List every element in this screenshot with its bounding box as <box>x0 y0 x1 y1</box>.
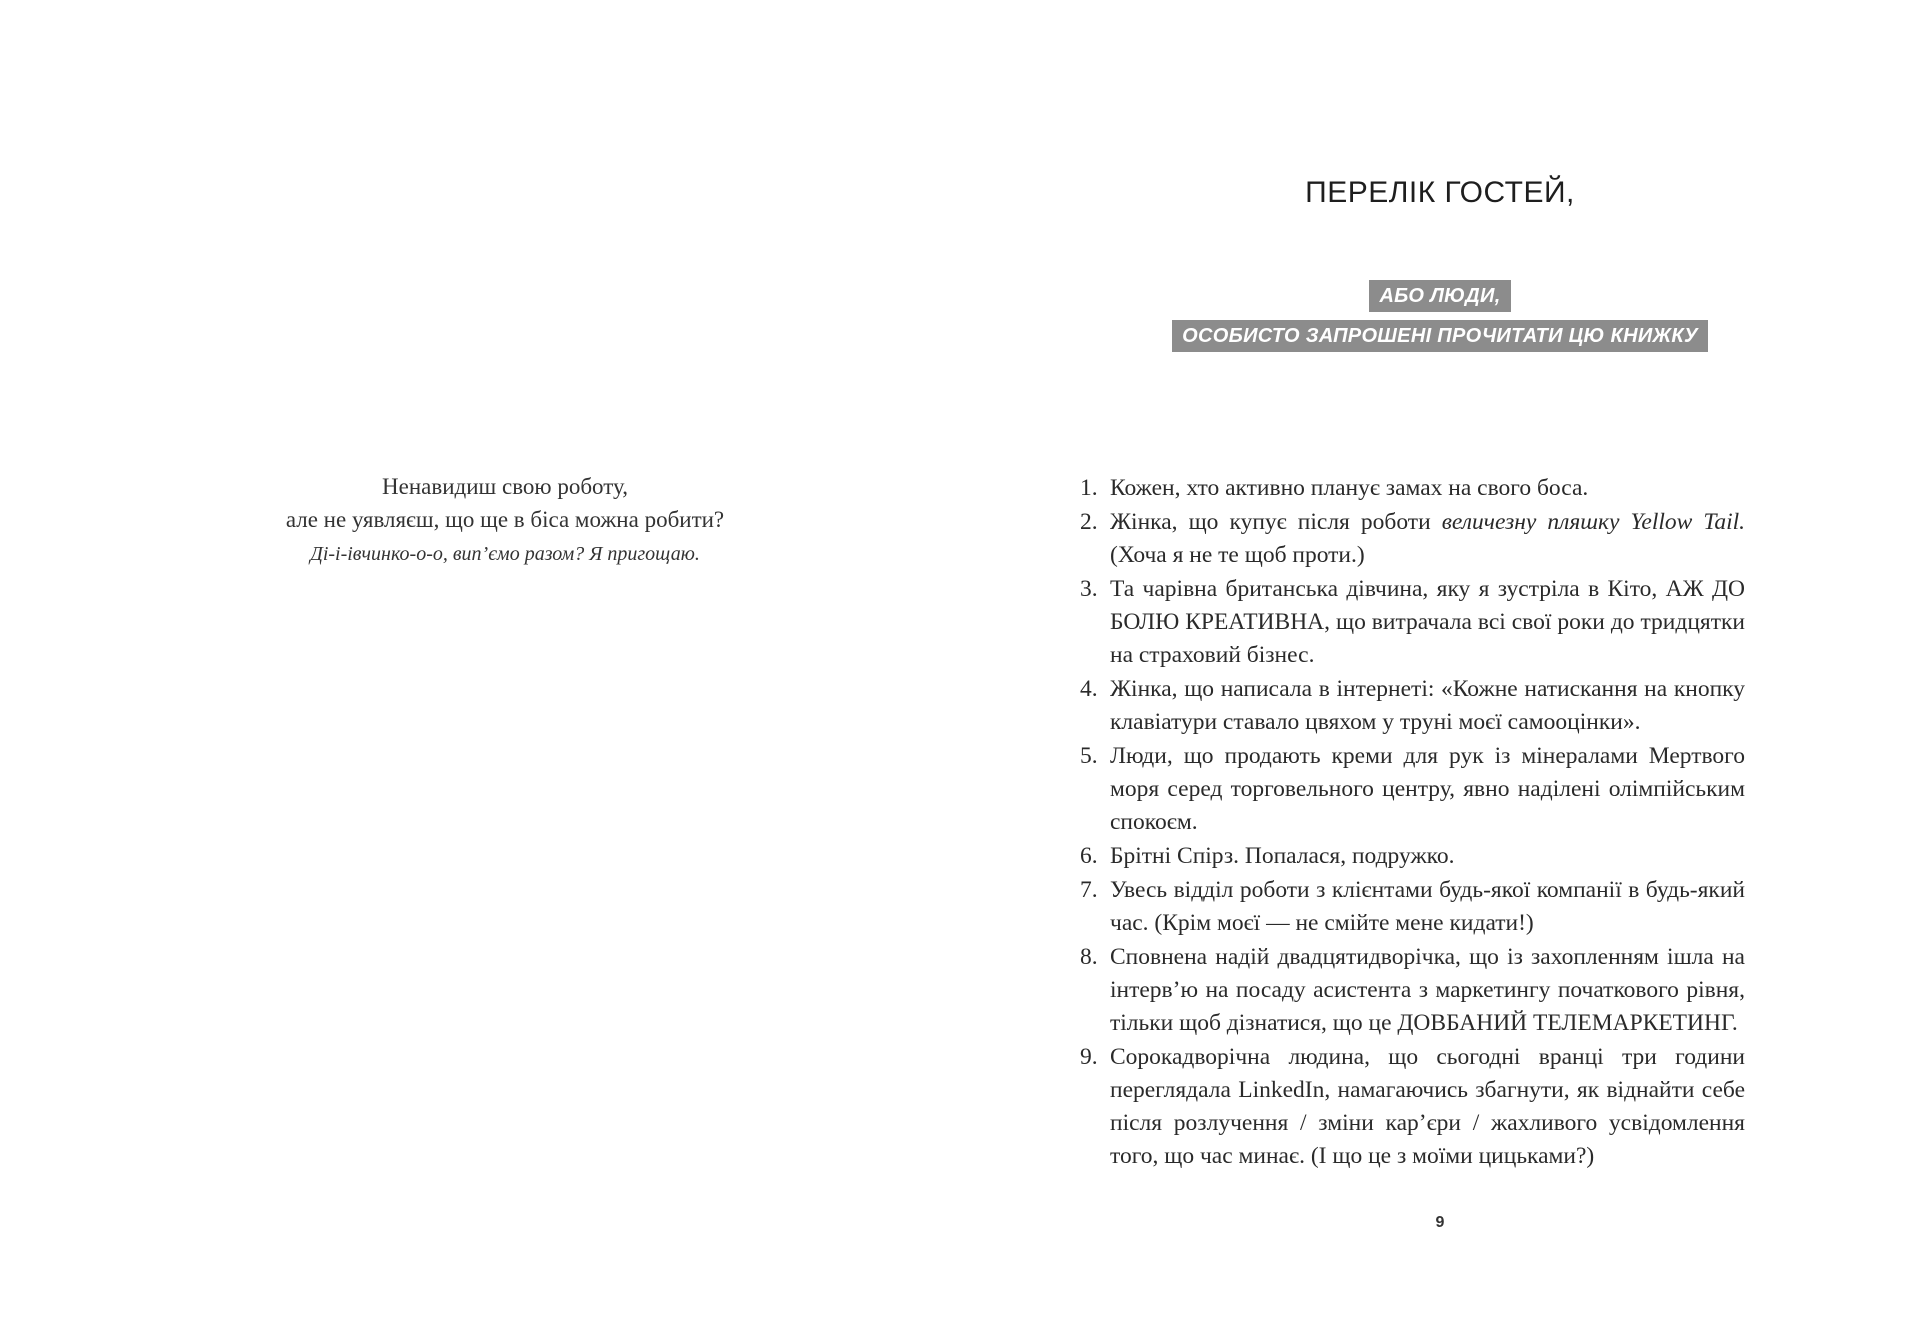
list-item-number: 8. <box>1080 944 1098 970</box>
list-item <box>1080 840 1745 873</box>
list-item-number: 4. <box>1080 676 1098 702</box>
list-item <box>1080 506 1745 572</box>
list-item-text: Кожен, хто активно планує замах на свого боса. <box>1110 475 1589 501</box>
epigraph-line-1: Ненавидиш свою роботу, <box>382 474 628 499</box>
list-item-number: 9. <box>1080 1044 1098 1070</box>
chapter-subtitle <box>960 280 1920 360</box>
list-item-text-end: (Хоча я не те щоб проти.) <box>1110 542 1365 568</box>
list-item-text: Сповнена надій двадцятидворічка, що із захопленням ішла на інтерв’ю на посаду асистента з маркетингу початкового рівня, тільки щоб дізнатися, що це ДОВБАНИЙ ТЕЛЕМАРКЕТИНГ. <box>1110 944 1745 1036</box>
list-item-text: Жінка, що написала в інтернеті: «Кожне натискання на кнопку клавіатури ставало цвяхом у труні моєї самооцінки». <box>1110 676 1745 735</box>
subtitle-line-2: ОСОБИСТО ЗАПРОШЕНІ ПРОЧИТАТИ ЦЮ КНИЖКУ <box>1172 320 1708 352</box>
list-item-number: 7. <box>1080 877 1098 903</box>
list-item-number: 6. <box>1080 843 1098 869</box>
list-item-text: Увесь відділ роботи з клієнтами будь-якої компанії в будь-який час. (Крім моєї — не смійте мене кидати!) <box>1110 877 1745 936</box>
epigraph <box>230 470 780 569</box>
right-page <box>960 0 1920 1343</box>
list-item-number: 2. <box>1080 509 1098 535</box>
list-item-number: 1. <box>1080 475 1098 501</box>
list-item <box>1080 941 1745 1040</box>
list-item <box>1080 740 1745 839</box>
guest-list <box>1080 472 1745 1174</box>
list-item-text: Люди, що продають креми для рук із мінералами Мертвого моря серед торговельного центру, явно наділені олімпійським спокоєм. <box>1110 743 1745 835</box>
subtitle-line-1: АБО ЛЮДИ, <box>1369 280 1510 312</box>
list-item-text-start: Жінка, що купує після роботи <box>1110 509 1442 535</box>
list-item-text: Сорокадворічна людина, що сьогодні вранці три години переглядала LinkedIn, намагаючись збагнути, як віднайти себе після розлучення / зміни кар’єри / жахливого усвідомлення того, що час минає. (І що це з моїми цицьками?) <box>1110 1044 1745 1169</box>
epigraph-line-2: але не уявляєш, що ще в біса можна робити? <box>285 507 725 532</box>
list-item-number: 3. <box>1080 576 1098 602</box>
list-item <box>1080 874 1745 940</box>
list-item-number: 5. <box>1080 743 1098 769</box>
list-item-text: Та чарівна британська дівчина, яку я зустріла в Кіто, АЖ ДО БОЛЮ КРЕАТИВНА, що витрачала всі свої роки до тридцятки на страховий бізнес. <box>1110 576 1745 668</box>
page-number: 9 <box>1435 1214 1445 1231</box>
chapter-title: ПЕРЕЛІК ГОСТЕЙ, <box>1305 176 1575 209</box>
list-item <box>1080 1041 1745 1173</box>
list-item <box>1080 472 1745 505</box>
list-item <box>1080 573 1745 672</box>
list-item-text: Брітні Спірз. Попалася, подружко. <box>1110 843 1455 869</box>
epigraph-italic-line: Ді-і-івчинко-о-о, вип’ємо разом? Я пригощаю. <box>310 543 700 565</box>
list-item-text <box>1110 509 1745 568</box>
list-item <box>1080 673 1745 739</box>
list-item-emphasis: величезну пляшку Yellow Tail. <box>1441 509 1745 535</box>
